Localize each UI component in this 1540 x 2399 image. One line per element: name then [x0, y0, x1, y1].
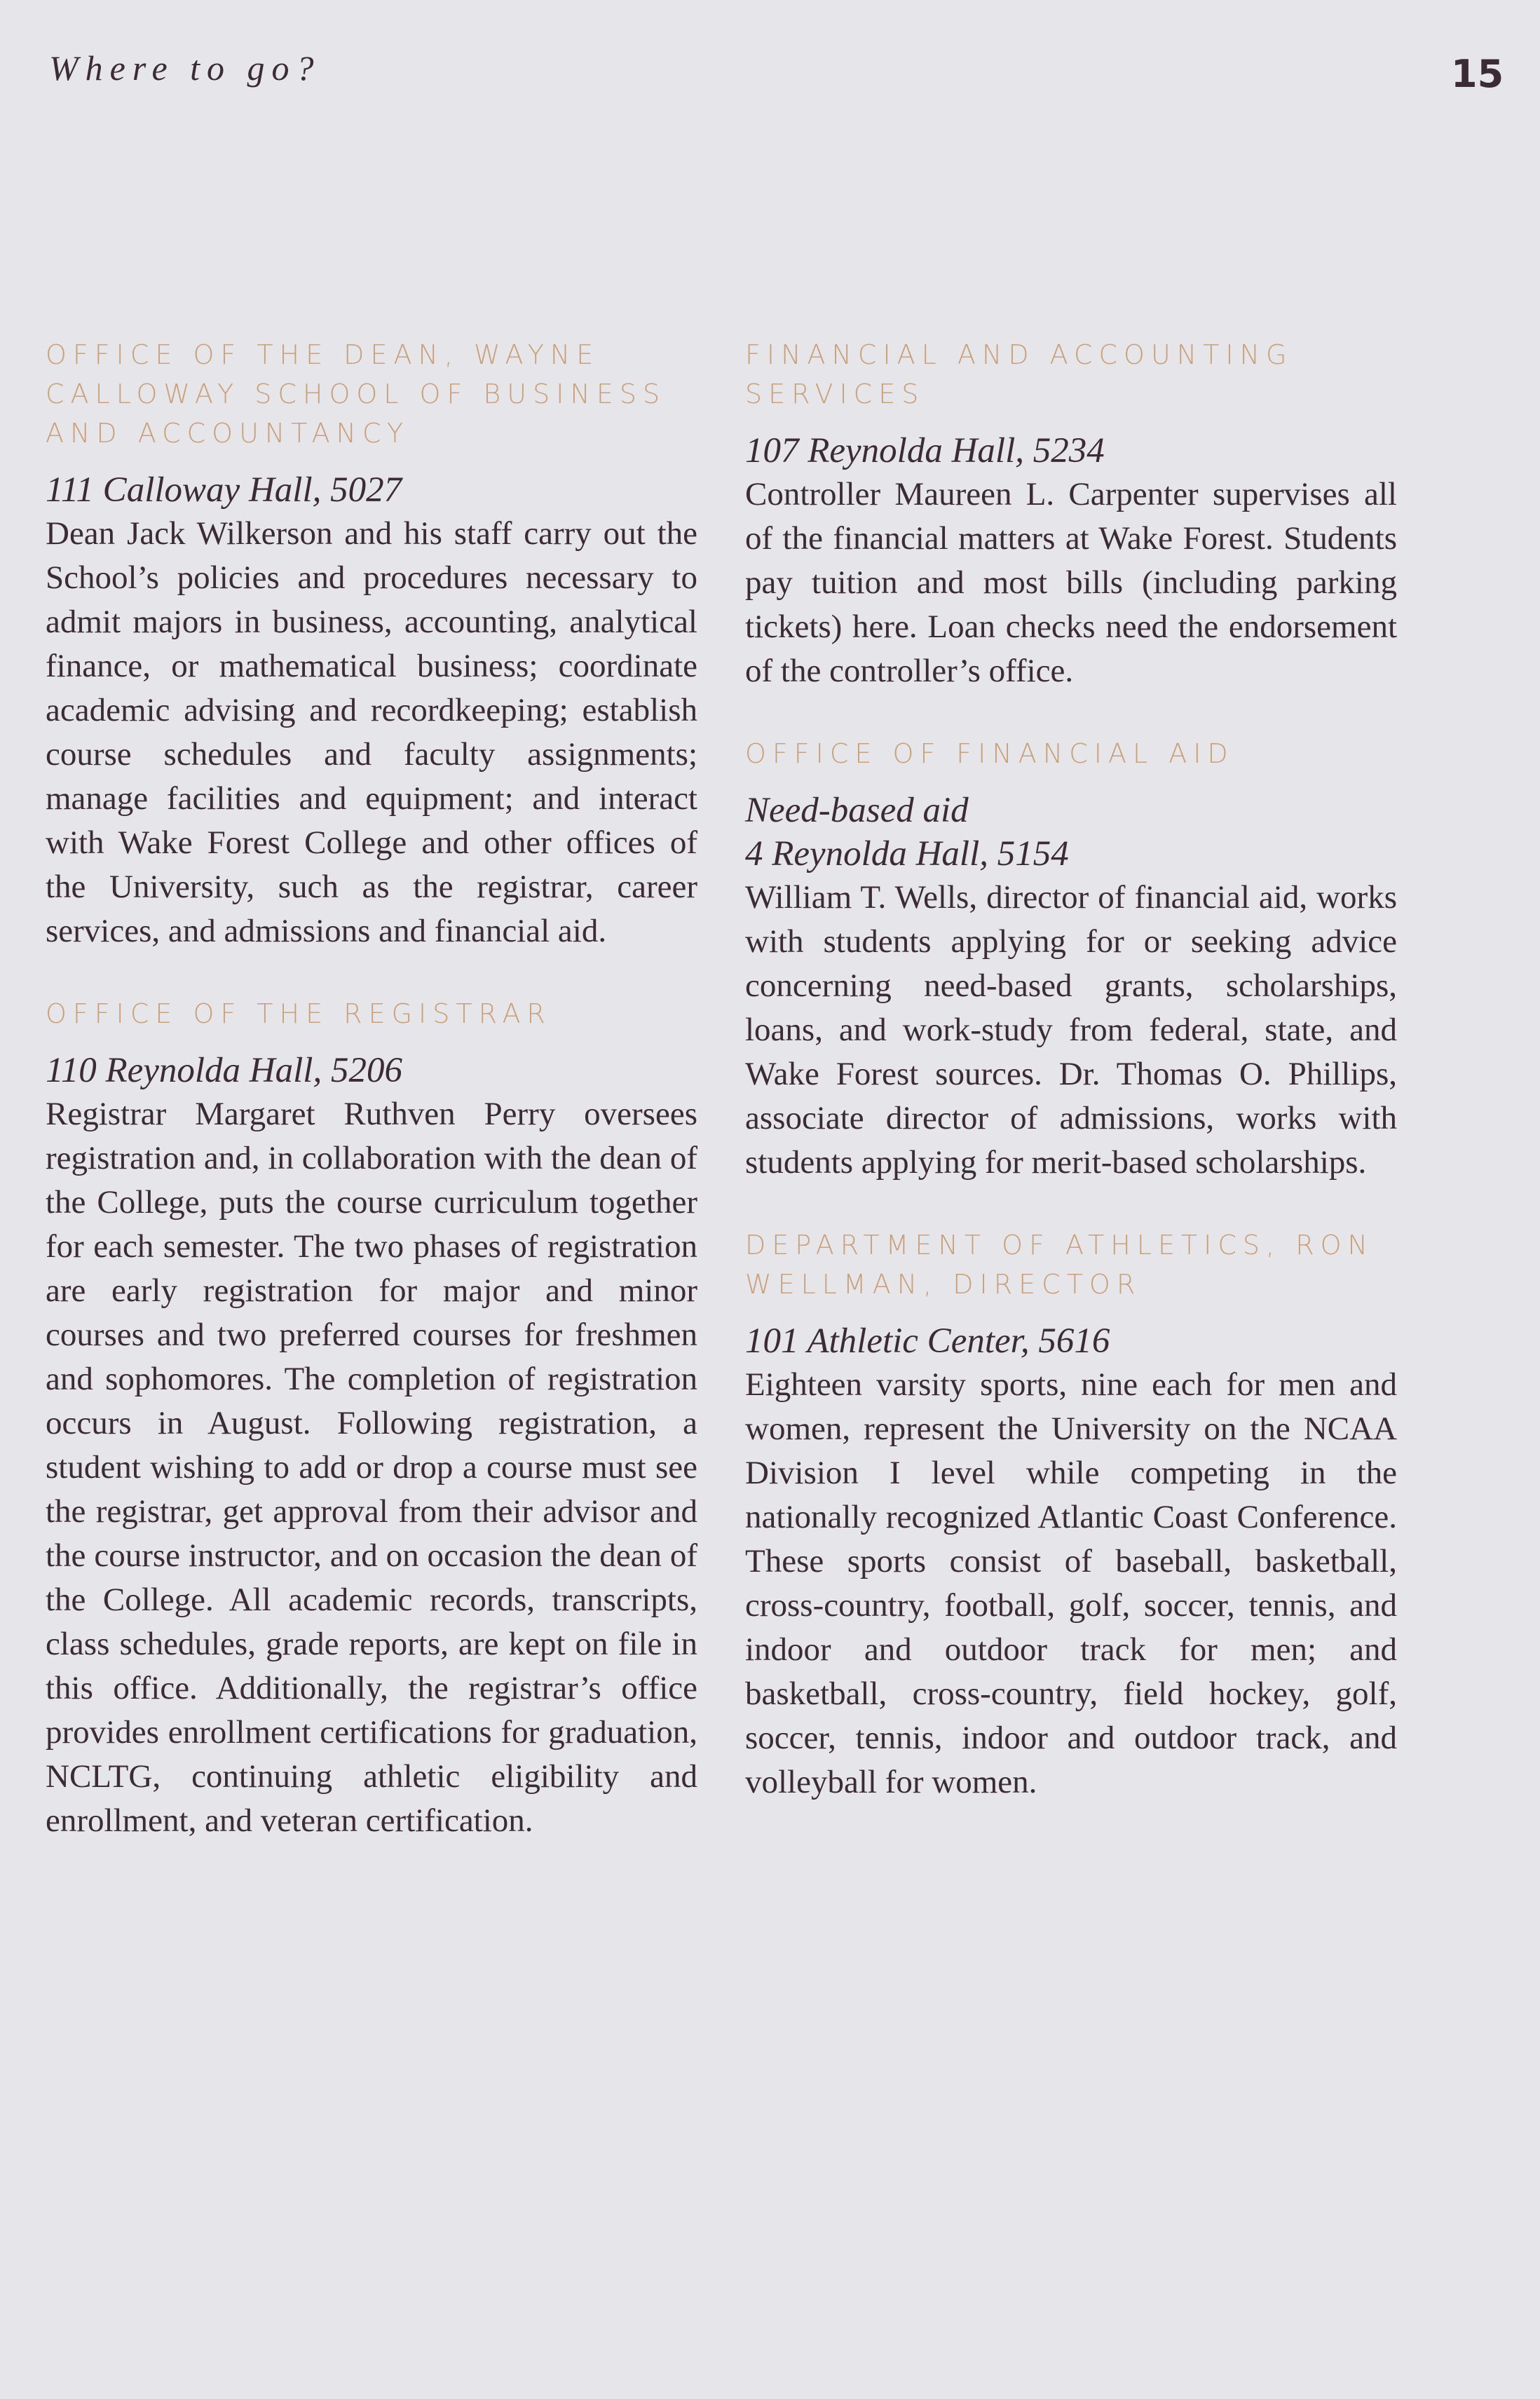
section-financial-aid: [745, 734, 1397, 1185]
section-location: 110 Reynolda Hall, 5206: [46, 1051, 402, 1090]
section-body: Registrar Margaret Ruthven Perry oversees registration and, in collaboration with the dean of the College, puts the course curriculum together for each semester. The two phases of registration are early registration for major and minor courses and two preferred courses for freshmen and sophomores. The completion of registration occurs in August. Following registration, a student wishing to add or drop a course must see the registrar, get approval from their advisor and the course instructor, and on occasion the dean of the College. All academic records, transcripts, class schedules, grade reports, are kept on file in this office. Additionally, the registrar’s office provides enrollment certifications for graduation, NCLTG, continuing athletic eligibility and enrollment, and veteran certification.: [46, 1096, 697, 1839]
right-column: [745, 335, 1397, 1845]
section-location: 107 Reynolda Hall, 5234: [745, 431, 1105, 470]
left-column: [46, 335, 697, 1884]
section-body: William T. Wells, director of financial aid, works with students applying for or seeking advice concerning need-based grants, scholarships, loans, and work-study from federal, state, and Wake Forest sources. Dr. Thomas O. Phillips, associate director of admissions, works with students applying for merit-based scholarships.: [745, 879, 1397, 1181]
section-body: Eighteen varsity sports, nine each for men and women, represent the University on the NCAA Division I level while competing in the nationally recognized Atlantic Coast Conference. These sports consist of baseball, basketball, cross-country, football, golf, soccer, tennis, and indoor and outdoor track for men; and basketball, cross-country, field hockey, golf, soccer, tennis, indoor and outdoor track, and volleyball for women.: [745, 1366, 1397, 1800]
section-location: 101 Athletic Center, 5616: [745, 1321, 1110, 1361]
section-heading: OFFICE OF THE DEAN, WAYNE CALLOWAY SCHOOL OF BUSINESS AND ACCOUNTANCY: [46, 339, 667, 449]
page-number: 15: [1451, 52, 1504, 96]
section-heading: OFFICE OF THE REGISTRAR: [46, 998, 552, 1029]
running-head: Where to go?: [49, 48, 321, 88]
section-heading: DEPARTMENT OF ATHLETICS, RON WELLMAN, DIRECTOR: [745, 1230, 1374, 1300]
section-sublabel: Need-based aid: [745, 791, 969, 830]
section-heading: FINANCIAL AND ACCOUNTING SERVICES: [745, 339, 1293, 409]
section-location: 111 Calloway Hall, 5027: [46, 470, 402, 510]
section-location: 4 Reynolda Hall, 5154: [745, 834, 1069, 874]
section-athletics: [745, 1225, 1397, 1805]
section-heading: OFFICE OF FINANCIAL AID: [745, 738, 1234, 769]
section-dean-office: [46, 335, 697, 953]
section-registrar: [46, 994, 697, 1843]
section-financial-accounting: [745, 335, 1397, 693]
section-body: Dean Jack Wilkerson and his staff carry out the School’s policies and procedures necessary to admit majors in business, accounting, analytical finance, or mathematical business; coordinate academic advising and recordkeeping; establish course schedules and faculty assignments; manage facilities and equipment; and interact with Wake Forest College and other offices of the University, such as the registrar, career services, and admissions and financial aid.: [46, 515, 697, 949]
section-body: Controller Maureen L. Carpenter supervises all of the financial matters at Wake Forest. Students pay tuition and most bills (including parking tickets) here. Loan checks need the endorsement of the controller’s office.: [745, 476, 1397, 689]
